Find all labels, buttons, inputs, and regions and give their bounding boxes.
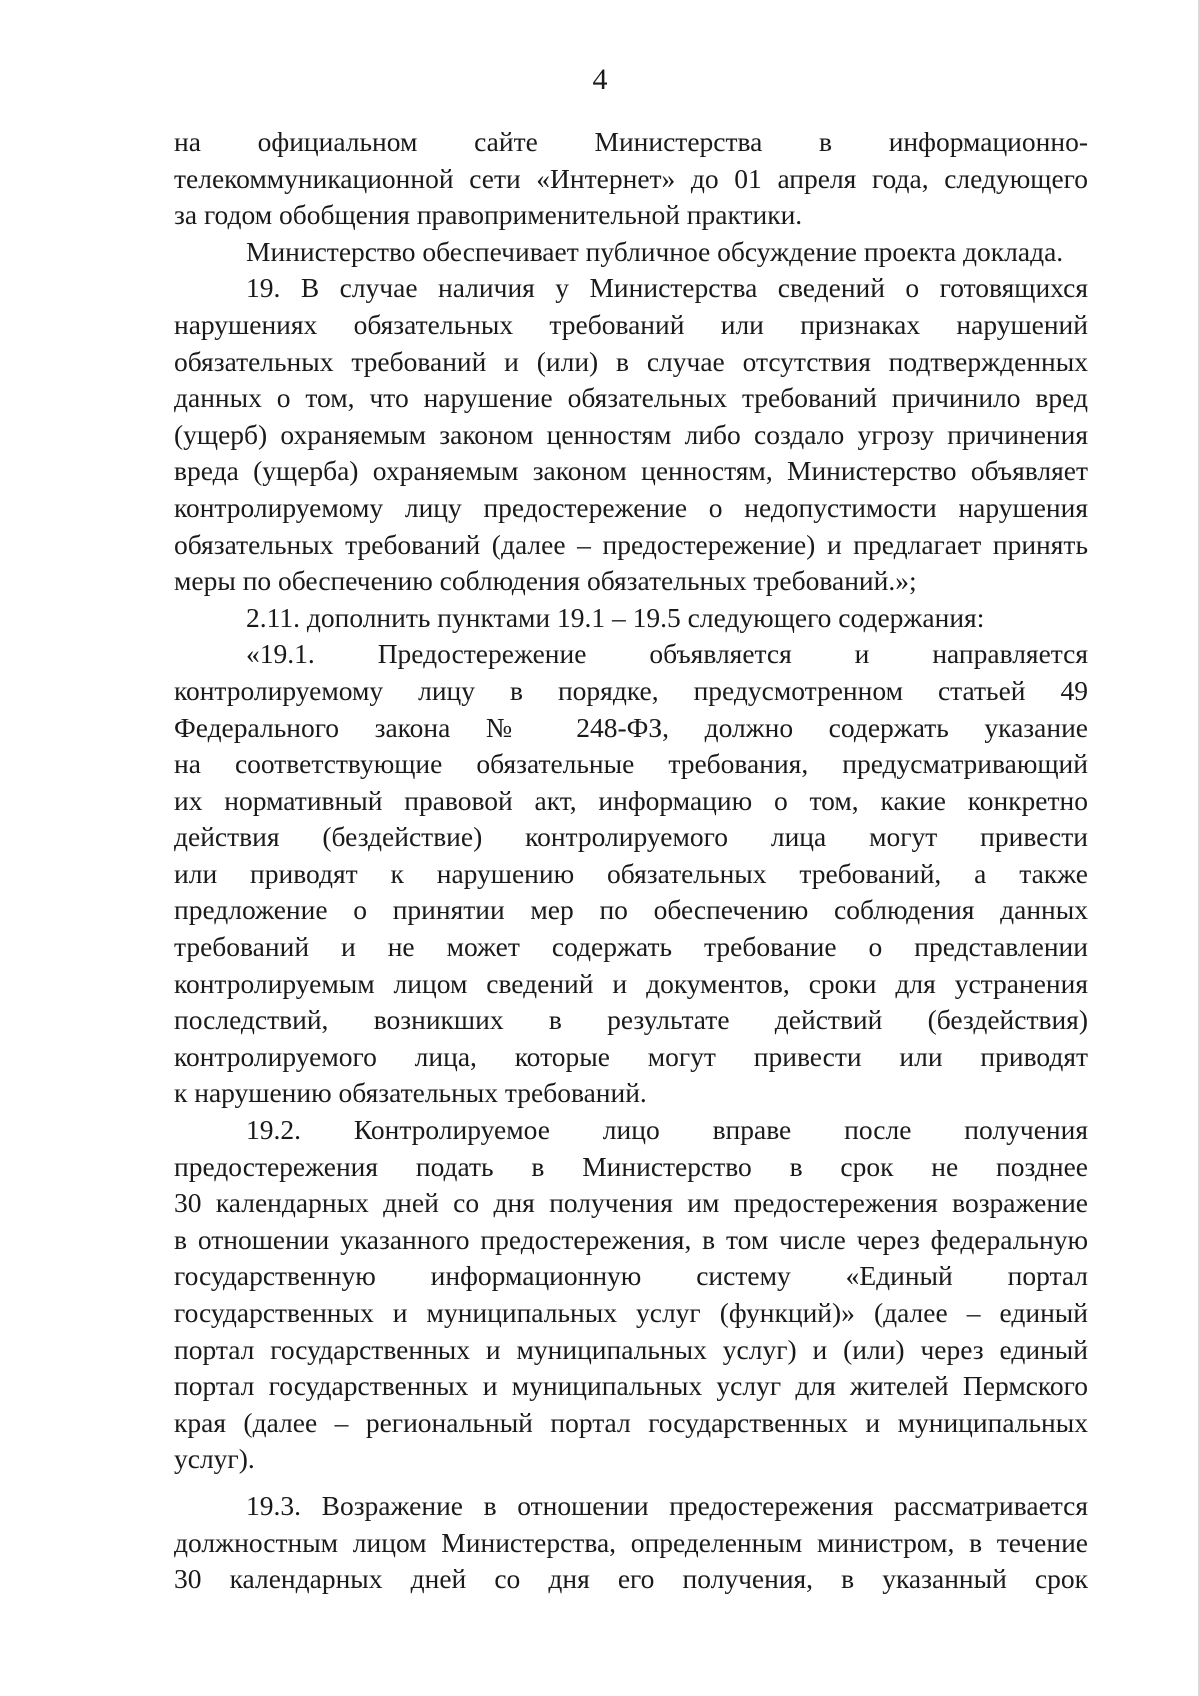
text-line: предостережения подать в Министерство в срок не позднее	[174, 1150, 1088, 1182]
text-line: государственную информационную систему «Единый портал	[174, 1260, 1088, 1292]
text-line: последствий, возникших в результате действий (бездействия)	[174, 1004, 1088, 1036]
text-line: контролируемому лицу предостережение о недопустимости нарушения	[174, 491, 1088, 523]
text-line: или приводят к нарушению обязательных требований, а также	[174, 857, 1088, 889]
text-line: контролируемого лица, которые могут привести или приводят	[174, 1040, 1088, 1072]
text-line: Министерство обеспечивает публичное обсуждение проекта доклада.	[246, 235, 1064, 267]
text-line: нарушениях обязательных требований или признаках нарушений	[174, 308, 1088, 340]
text-line: вреда (ущерба) охраняемым законом ценностям, Министерство объявляет	[174, 455, 1088, 487]
text-line: «19.1. Предостережение объявляется и направляется	[246, 638, 1088, 670]
text-line: государственных и муниципальных услуг (функций)» (далее – единый	[174, 1297, 1088, 1328]
text-line: портал государственных и муниципальных услуг для жителей Пермского	[174, 1370, 1088, 1402]
text-line: меры по обеспечению соблюдения обязательных требований.»;	[174, 565, 917, 597]
text-line: действия (бездействие) контролируемого лица могут привести	[174, 821, 1088, 853]
text-line: портал государственных и муниципальных услуг) и (или) через единый	[174, 1333, 1088, 1365]
text-line: 19. В случае наличия у Министерства сведений о готовящихся	[246, 272, 1088, 304]
text-line: должностным лицом Министерства, определенным министром, в течение	[174, 1526, 1088, 1558]
text-line: к нарушению обязательных требований.	[174, 1077, 647, 1109]
text-line: 30 календарных дней со дня его получения, в указанный срок	[174, 1563, 1088, 1595]
text-line: в отношении указанного предостережения, в том числе через федеральную	[174, 1223, 1088, 1255]
text-line: Федерального закона № 248-ФЗ, должно содержать указание	[174, 711, 1088, 743]
text-line: 30 календарных дней со дня получения им предостережения возражение	[174, 1187, 1088, 1219]
text-line: 2.11. дополнить пунктами 19.1 – 19.5 следующего содержания:	[246, 601, 985, 633]
text-line: контролируемым лицом сведений и документов, сроки для устранения	[174, 967, 1088, 999]
text-line: услуг).	[174, 1443, 255, 1475]
text-line: обязательных требований и (или) в случае отсутствия подтвержденных	[174, 345, 1088, 377]
text-line: их нормативный правовой акт, информацию о том, какие конкретно	[174, 784, 1088, 816]
page-number: 4	[592, 63, 608, 96]
text-line: контролируемому лицу в порядке, предусмотренном статьей 49	[174, 674, 1088, 706]
text-line: края (далее – региональный портал государственных и муниципальных	[174, 1406, 1088, 1438]
text-line: на официальном сайте Министерства в информационно-	[174, 126, 1088, 157]
text-line: требований и не может содержать требование о представлении	[174, 931, 1088, 963]
text-line: за годом обобщения правоприменительной практики.	[174, 199, 803, 231]
text-line: на соответствующие обязательные требования, предусматривающий	[174, 748, 1088, 780]
paragraph-gap	[174, 1478, 1088, 1488]
text-line: 19.2. Контролируемое лицо вправе после получения	[246, 1114, 1088, 1146]
text-line: (ущерб) охраняемым законом ценностям либо создало угрозу причинения	[174, 418, 1088, 450]
text-line: данных о том, что нарушение обязательных требований причинило вред	[174, 382, 1088, 414]
text-line: предложение о принятии мер по обеспечению соблюдения данных	[174, 894, 1088, 926]
document-body	[174, 124, 1088, 1598]
text-line: обязательных требований (далее – предостережение) и предлагает принять	[174, 528, 1088, 560]
text-line: телекоммуникационной сети «Интернет» до 01 апреля года, следующего	[174, 162, 1088, 194]
text-line: 19.3. Возражение в отношении предостережения рассматривается	[246, 1489, 1088, 1521]
